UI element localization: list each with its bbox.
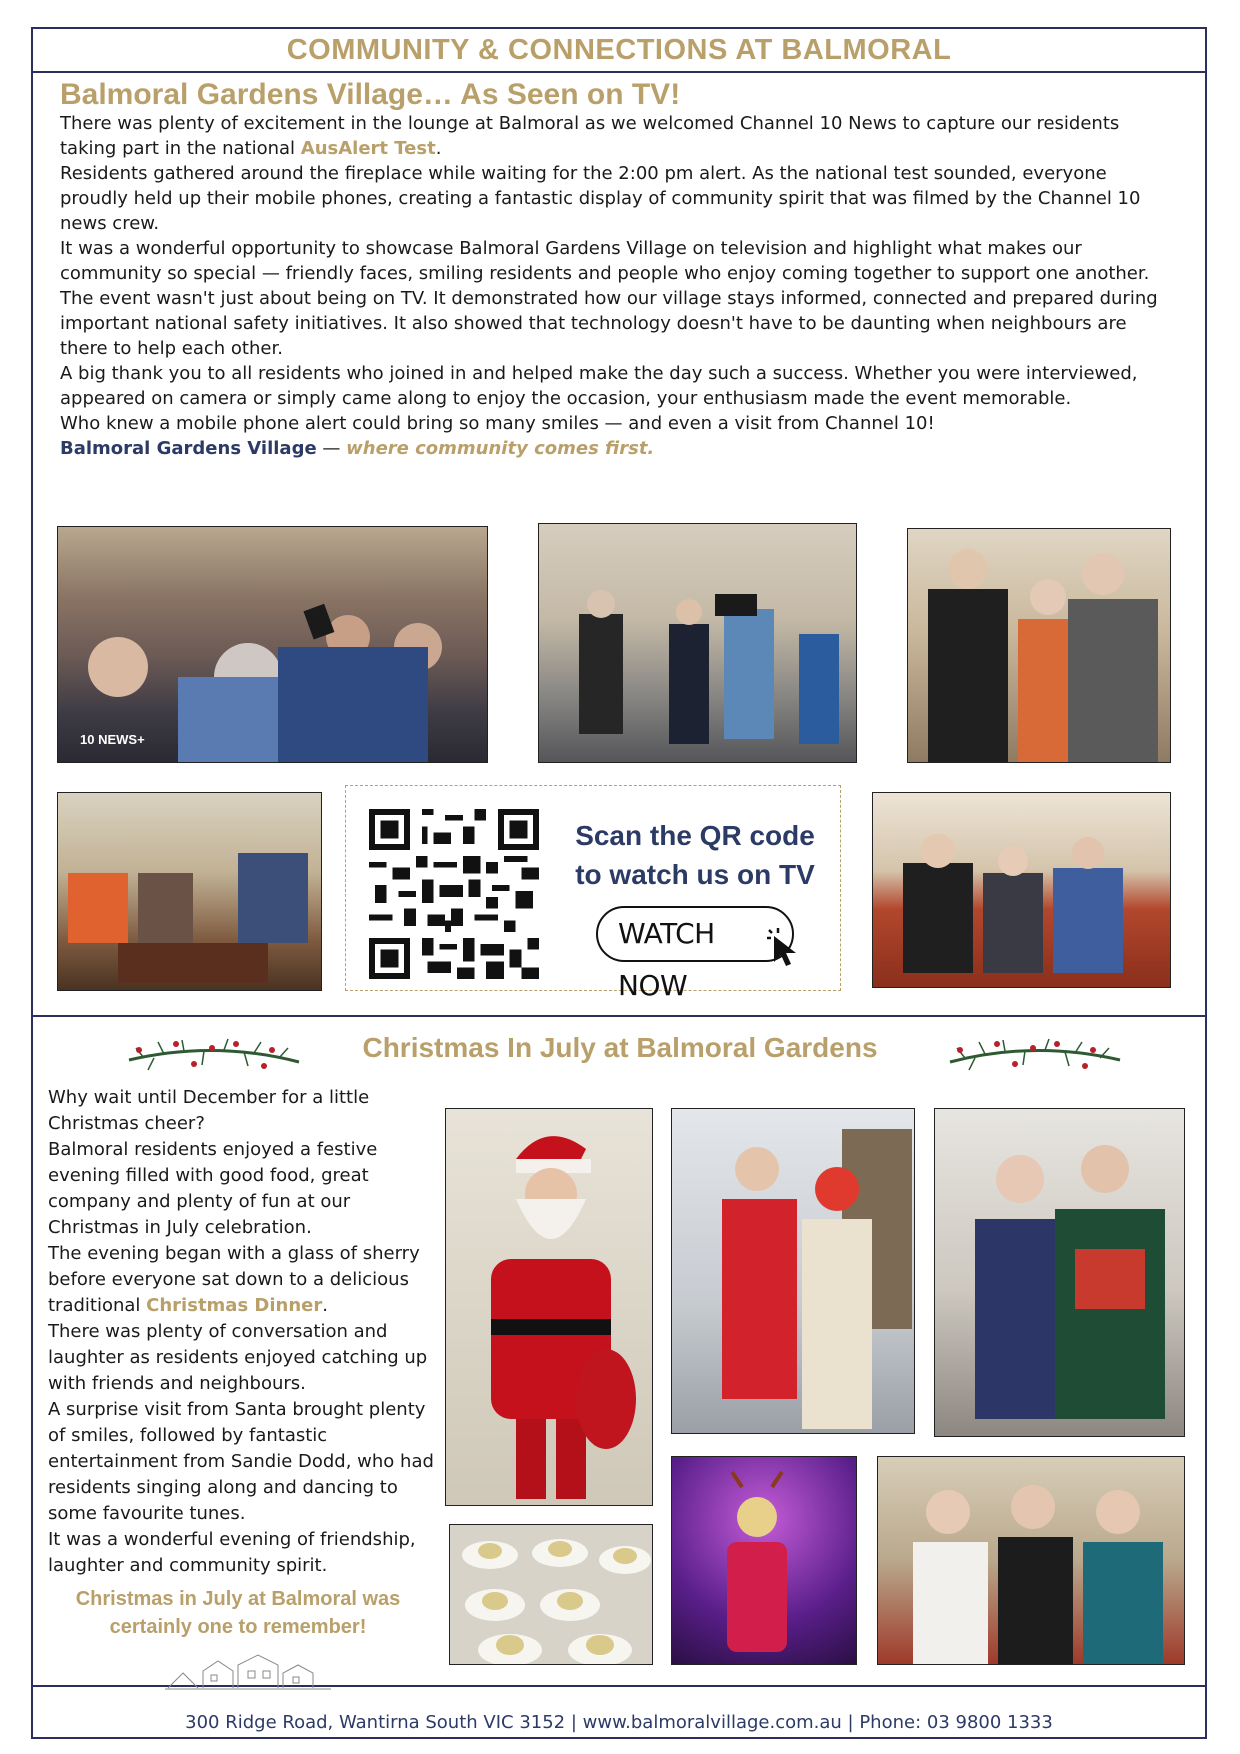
garland-right-icon — [945, 1030, 1125, 1080]
garland-left-icon — [124, 1030, 304, 1080]
article-tagline: Balmoral Gardens Village — where community comes first. — [60, 438, 655, 459]
article-paragraph: There was plenty of excitement in the lounge at Balmoral as we welcomed Channel 10 News to capture our residents taking part in the national AusAlert Test. — [60, 113, 1120, 159]
photo-couple-festive — [671, 1108, 915, 1434]
photo-ladies-group — [877, 1456, 1185, 1665]
article-paragraph: Residents gathered around the fireplace while waiting for the 2:00 pm alert. As the national test sounded, everyone proudly held up their mobile phones, creating a fantastic display of community spirit that was filmed by the Channel 10 news crew. — [60, 163, 1141, 234]
christmas-closing: Christmas in July at Balmoral was certainly one to remember! — [75, 1588, 401, 1638]
christmas-paragraph: Balmoral residents enjoyed a festive evening filled with good food, great company and plenty of fun at our Christmas in July celebration. — [48, 1139, 378, 1238]
article-paragraph: A big thank you to all residents who joined in and helped make the day such a success. Whether you were interviewed, appeared on camera or simply came along to enjoy the occasion, your enthusiasm made the event memorable. — [60, 363, 1138, 409]
photo-reporter-residents — [907, 528, 1171, 763]
qr-promo — [345, 785, 841, 1002]
article-paragraph: Who knew a mobile phone alert could bring so many smiles — and even a visit from Channel 10! — [60, 413, 935, 434]
photo-christmas-jumper — [934, 1108, 1185, 1437]
qr-code-icon[interactable] — [369, 809, 539, 979]
footer-contact: 300 Ridge Road, Wantirna South VIC 3152 | www.balmoralvillage.com.au | Phone: 03 9800 1333 — [185, 1712, 1053, 1733]
christmas-dinner-link: Christmas Dinner — [146, 1295, 323, 1316]
article-paragraph: It was a wonderful opportunity to showcase Balmoral Gardens Village on television and highlight what makes our community so special — friendly faces, smiling residents and people who enjoy coming together to support one another. — [60, 238, 1150, 284]
article-title: Balmoral Gardens Village… As Seen on TV! — [60, 78, 681, 111]
christmas-paragraph: Why wait until December for a little Christmas cheer? — [48, 1087, 370, 1134]
photo-lounge-residents — [57, 792, 322, 991]
christmas-paragraph: It was a wonderful evening of friendship, laughter and community spirit. — [48, 1529, 416, 1576]
photo-santa — [445, 1108, 653, 1506]
photo-performer — [671, 1456, 857, 1665]
christmas-paragraph: A surprise visit from Santa brought plenty of smiles, followed by fantastic entertainment from Sandie Dodd, who had residents singing along and dancing to some favourite tunes. — [48, 1399, 434, 1524]
christmas-paragraph: The evening began with a glass of sherry before everyone sat down to a delicious traditional Christmas Dinner. — [48, 1243, 420, 1316]
news-logo: 10 NEWS+ — [80, 732, 145, 747]
photo-residents-phones — [57, 526, 488, 763]
article-paragraph: The event wasn't just about being on TV. It demonstrated how our village stays informed, connected and prepared during important national safety initiatives. It also showed that technology doesn't have to be daunting when neighbours are there to help each other. — [60, 288, 1158, 359]
section-divider — [31, 1015, 1207, 1017]
christmas-title: Christmas In July at Balmoral Gardens — [362, 1032, 878, 1063]
christmas-paragraph: There was plenty of conversation and laughter as residents enjoyed catching up with friends and neighbours. — [48, 1321, 428, 1394]
photo-news-crew — [538, 523, 857, 763]
christmas-body — [48, 1085, 438, 1579]
photo-christmas-dinner — [449, 1524, 653, 1665]
header-divider — [31, 71, 1207, 73]
article-body — [60, 111, 1170, 461]
photo-couch-residents — [872, 792, 1171, 988]
page-title: COMMUNITY & CONNECTIONS AT BALMORAL — [286, 34, 952, 66]
cursor-click-icon — [764, 926, 812, 974]
village-sketch-icon — [163, 1643, 333, 1691]
qr-caption: Scan the QR code to watch us on TV — [575, 820, 815, 890]
ausalert-link: AusAlert Test — [300, 138, 436, 159]
watch-now-button[interactable]: WATCH NOW — [596, 906, 794, 962]
